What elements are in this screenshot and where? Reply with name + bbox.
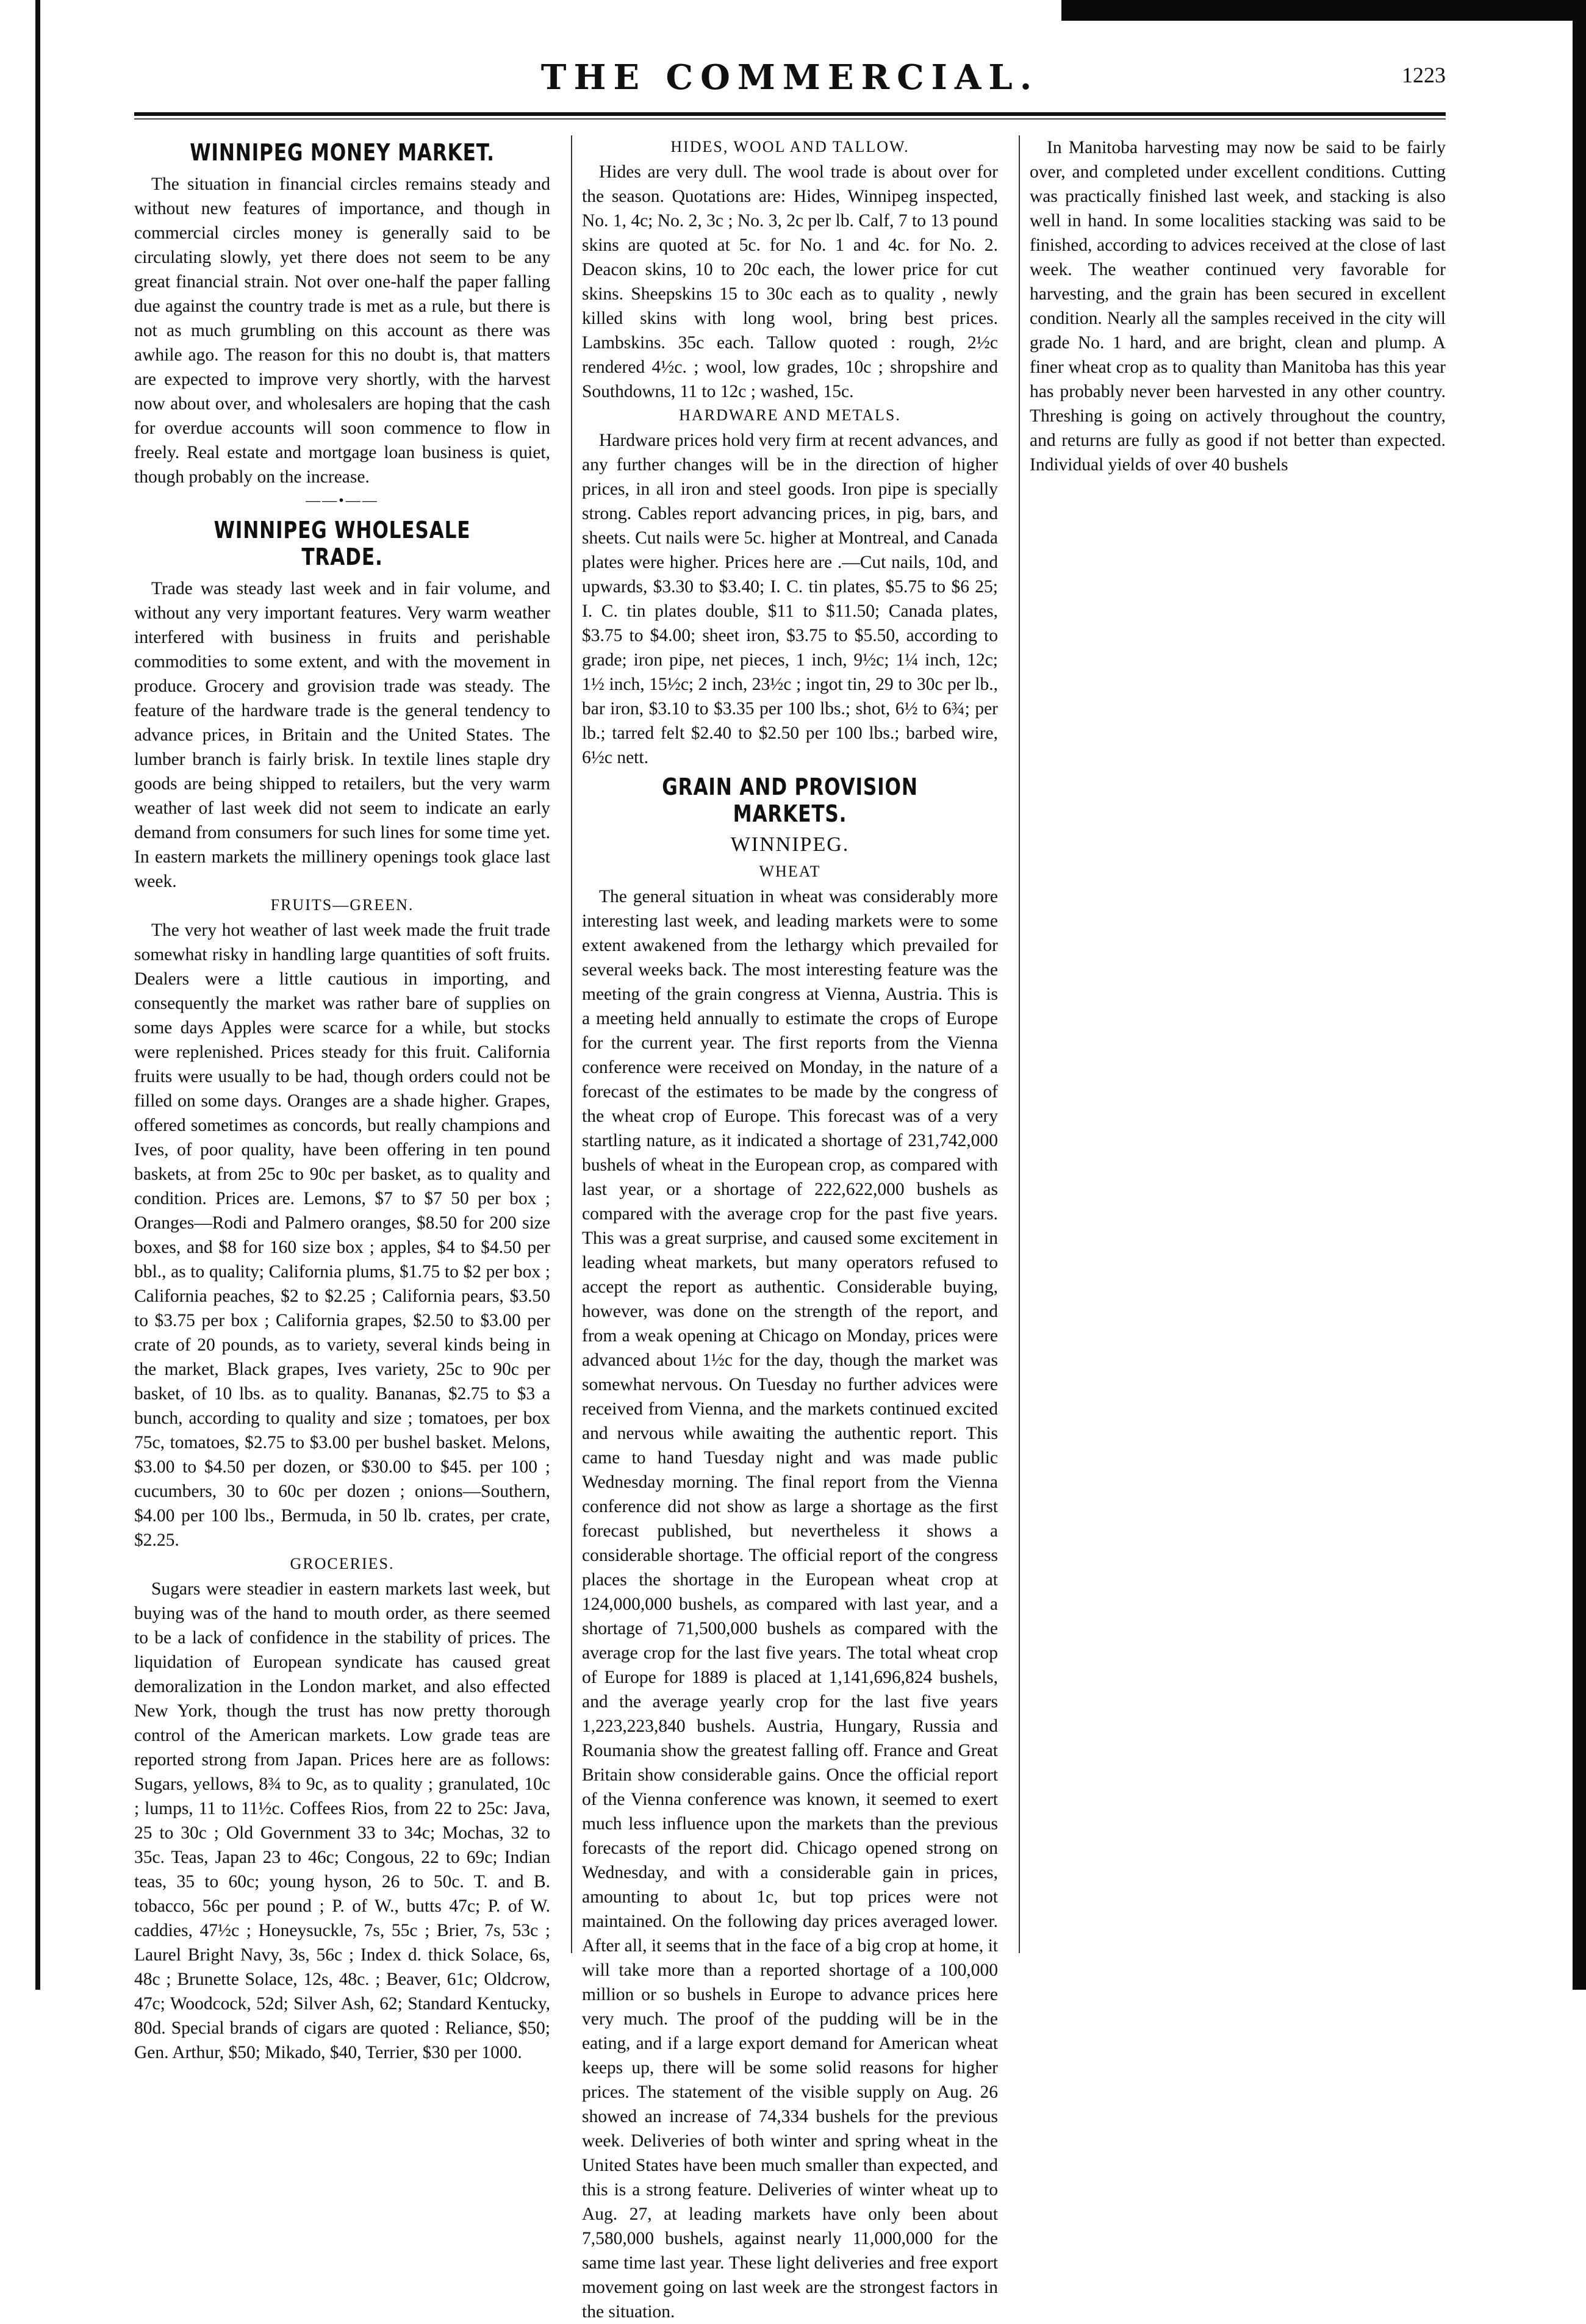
article-columns	[134, 135, 1446, 2322]
column-2	[571, 135, 998, 2322]
money-market-body: The situation in financial circles remains steady and without new features of importance, and though in commercial circles money is generally said to be circulating slowly, yet there does not seem to be any great financial strain. Not over one-half the paper falling due against the country trade is met as a rule, but there is not as much grumbling on this account as there was awhile ago. The reason for this no doubt is, that matters are expected to improve very shortly, with the harvest now about over, and wholesalers are hoping that the cash for overdue accounts will soon commence to flow in freely. Real estate and mortgage loan business is quiet, though probably on the increase.	[134, 174, 550, 487]
hardware-body: Hardware prices hold very firm at recent advances, and any further changes will be in the direction of higher prices, in all iron and steel goods. Iron pipe is specially strong. Cables report advancing prices, in pig, bars, and sheets. Cut nails were 5c. higher at Montreal, and Canada plates were higher. Prices here are .—Cut nails, 10d, and upwards, $3.30 to $3.40; I. C. tin plates, $5.75 to $6 25; I. C. tin plates double, $11 to $11.50; Canada plates, $3.75 to $4.00; sheet iron, $3.75 to $5.50, according to grade; iron pipe, net pieces, 1 inch, 9½c; 1¼ inch, 12c; 1½ inch, 15½c; 2 inch, 23½c ; ingot tin, 29 to 30c per lb., bar iron, $3.10 to $3.35 per 100 lbs.; shot, 6½ to 6¾; per lb.; tarred felt $2.40 to $2.50 per 100 lbs.; barbed wire, 6½c nett.	[582, 431, 998, 767]
fruits-heading: FRUITS—GREEN.	[270, 896, 414, 914]
groceries-heading: GROCERIES.	[290, 1555, 395, 1573]
masthead-rule-light	[134, 118, 1446, 120]
masthead	[134, 54, 1446, 110]
column-3	[1019, 135, 1446, 1953]
wholesale-trade-heading: WINNIPEG WHOLESALE TRADE.	[214, 517, 471, 570]
wholesale-trade-intro: Trade was steady last week and in fair volume, and without any very important features. Very warm weather interfered with business in fruits and perishable commodities to some extent, and with the movement in produce. Grocery and grovision trade was steady. The feature of the hardware trade is the general tendency to advance prices, in Britain and the United States. The lumber branch is fairly brisk. In textile lines staple dry goods are being shipped to retailers, but the very warm weather of last week did not seem to indicate an early demand from consumers for such lines for some time yet. In eastern markets the millinery openings took glace last week.	[134, 579, 550, 891]
column-1	[134, 135, 550, 2062]
wheat-body-2: In Manitoba harvesting may now be said to be fairly over, and completed under excellent conditions. Cutting was practically finished last week, and stacking is also well in hand. In some localities stacking was said to be finished, according to advices received at the close of last week. The weather continued very favorable for harvesting, and the grain has been secured in excellent condition. Nearly all the samples received in the city will grade No. 1 hard, and are bright, clean and plump. A finer wheat crop as to quality than Manitoba has this year has probably never been harvested in any other country. Threshing is going on actively throughout the country, and returns are fully as good if not better than expected. Individual yields of over 40 bushels	[1030, 138, 1446, 475]
grain-subheading: WINNIPEG.	[730, 833, 850, 856]
scan-edge-top	[1061, 0, 1586, 21]
wheat-heading: WHEAT	[759, 863, 821, 880]
money-market-heading: WINNIPEG MONEY MARKET.	[190, 139, 495, 166]
page-number: 1223	[1402, 63, 1446, 87]
masthead-rule-heavy	[134, 112, 1446, 116]
scan-edge-left	[35, 0, 40, 1990]
masthead-title: THE COMMERCIAL.	[540, 57, 1039, 98]
newspaper-page	[134, 54, 1446, 2322]
groceries-body: Sugars were steadier in eastern markets last week, but buying was of the hand to mouth order, as there seemed to be a lack of confidence in the stability of prices. The liquidation of European syndicate has caused great demoralization in the London market, and also effected New York, though the trust has now pretty thorough control of the American markets. Low grade teas are reported strong from Japan. Prices here are as follows: Sugars, yellows, 8¾ to 9c, as to quality ; granulated, 10c ; lumps, 11 to 11½c. Coffees Rios, from 22 to 25c: Java, 25 to 30c ; Old Government 33 to 34c; Mochas, 32 to 35c. Teas, Japan 23 to 46c; Congous, 22 to 69c; Indian teas, 35 to 60c; young hyson, 26 to 50c. T. and B. tobacco, 56c per pound ; P. of W., butts 47c; P. of W. caddies, 47½c ; Honeysuckle, 7s, 55c ; Brier, 7s, 53c ; Laurel Bright Navy, 3s, 56c ; Index d. thick Solace, 6s, 48c ; Brunette Solace, 12s, 48c. ; Beaver, 61c; Oldcrow, 47c; Woodcock, 52d; Silver Ash, 62; Standard Kentucky, 80d. Special brands of cigars are quoted : Reliance, $50; Gen. Arthur, $50; Mikado, $40, Terrier, $30 per 1000.	[134, 1579, 550, 2062]
wheat-body-1: The general situation in wheat was considerably more interesting last week, and leading markets were to some extent awakened from the lethargy which prevailed for several weeks back. The most interesting feature was the meeting of the grain congress at Vienna, Austria. This is a meeting held annually to estimate the crops of Europe for the current year. The first reports from the Vienna conference were received on Monday, in the nature of a forecast of the estimates to be made by the congress of the wheat crop of Europe. This forecast was of a very startling nature, as it indicated a shortage of 231,742,000 bushels of wheat in the European crop, as compared with last year, or a shortage of 222,622,000 bushels as compared with the average crop for the past five years. This was a great surprise, and caused some excitement in leading wheat markets, but many operators refused to accept the report as authentic. Considerable buying, however, was done on the strength of the report, and from a weak opening at Chicago on Monday, prices were advanced about 1½c for the day, though the market was somewhat nervous. On Tuesday no further advices were received from Vienna, and the markets continued excited and nervous while awaiting the authentic report. This came to hand Tuesday night and was made public Wednesday morning. The final report from the Vienna conference did not show as large a shortage as the first forecast published, but nevertheless it shows a considerable shortage. The official report of the congress places the shortage in the European wheat crop at 124,000,000 bushels, as compared with last year, and a shortage of 71,500,000 bushels as compared with the average crop for the last five years. The total wheat crop of Europe for 1889 is placed at 1,141,696,824 bushels, and the average yearly crop for the last five years 1,223,223,840 bushels. Austria, Hungary, Russia and Roumania show the greatest falling off. France and Great Britain show considerable gains. Once the official report of the Vienna conference was known, it seemed to exert much less influence upon the markets than the previous forecasts of the report did. Chicago opened strong on Wednesday, and with a considerable gain in prices, amounting to about 1c, but top prices were not maintained. On the following day prices averaged lower. After all, it seems that in the face of a big crop at home, it will take more than a reported shortage of a 100,000 million or so bushels in Europe to advance prices here very much. The proof of the pudding will be in the eating, and if a large export demand for American wheat keeps up, there will be some solid reasons for higher prices. The statement of the visible supply on Aug. 26 showed an increase of 74,334 bushels for the previous week. Deliveries of both winter and spring wheat in the United States have been much smaller than expected, and this is a strong feature. Deliveries of winter wheat up to Aug. 27, at leading markets have only been about 7,580,000 bushels, against nearly 11,000,000 for the same time last year. These light deliveries and free export movement going on last week are the strongest factors in the situation.	[582, 887, 998, 2322]
scan-edge-right	[1573, 0, 1586, 1990]
hardware-heading: HARDWARE AND METALS.	[679, 406, 901, 424]
hides-body: Hides are very dull. The wool trade is about over for the season. Quotations are: Hides, Winnipeg inspected, No. 1, 4c; No. 2, 3c ; No. 3, 2c per lb. Calf, 7 to 13 pound skins are quoted at 5c. for No. 1 and 4c. for No. 2. Deacon skins, 10 to 20c each, the lower price for cut skins. Sheepskins 15 to 30c each as to quality , newly killed skins with long wool, bring best prices. Lambskins. 35c each. Tallow quoted : rough, 2½c rendered 4½c. ; wool, low grades, 10c ; shropshire and Southdowns, 11 to 12c ; washed, 15c.	[582, 162, 998, 401]
hides-heading: HIDES, WOOL AND TALLOW.	[670, 138, 910, 156]
section-divider: ——•——	[306, 493, 379, 509]
grain-heading: GRAIN AND PROVISION MARKETS.	[662, 773, 918, 827]
fruits-body: The very hot weather of last week made the fruit trade somewhat risky in handling large quantities of soft fruits. Dealers were a little cautious in importing, and consequently the market was rather bare of supplies on some days Apples were scarce for a while, but stocks were replenished. Prices steady for this fruit. California fruits were usually to be had, though orders could not be filled on some days. Oranges are a shade higher. Grapes, offered sometimes as concords, but really champions and Ives, of poor quality, have been offering in ten pound baskets, at from 25c to 90c per basket, as to quality and condition. Prices are. Lemons, $7 to $7 50 per box ; Oranges—Rodi and Palmero oranges, $8.50 for 200 size boxes, and $8 for 160 size box ; apples, $4 to $4.50 per bbl., as to quality; California plums, $1.75 to $2 per box ; California peaches, $2 to $2.25 ; California pears, $3.50 to $3.75 per box ; California grapes, $2.50 to $3.00 per crate of 20 pounds, as to variety, several kinds being in the market, Black grapes, Ives variety, 25c to 90c per basket, of 10 lbs. as to quality. Bananas, $2.75 to $3 a bunch, according to quality and size ; tomatoes, per box 75c, tomatoes, $2.75 to $3.00 per bushel basket. Melons, $3.00 to $4.50 per dozen, or $30.00 to $45. per 100 ; cucumbers, 30 to 60c per dozen ; onions—Southern, $4.00 per 100 lbs., Bermuda, in 50 lb. crates, per crate, $2.25.	[134, 920, 550, 1550]
